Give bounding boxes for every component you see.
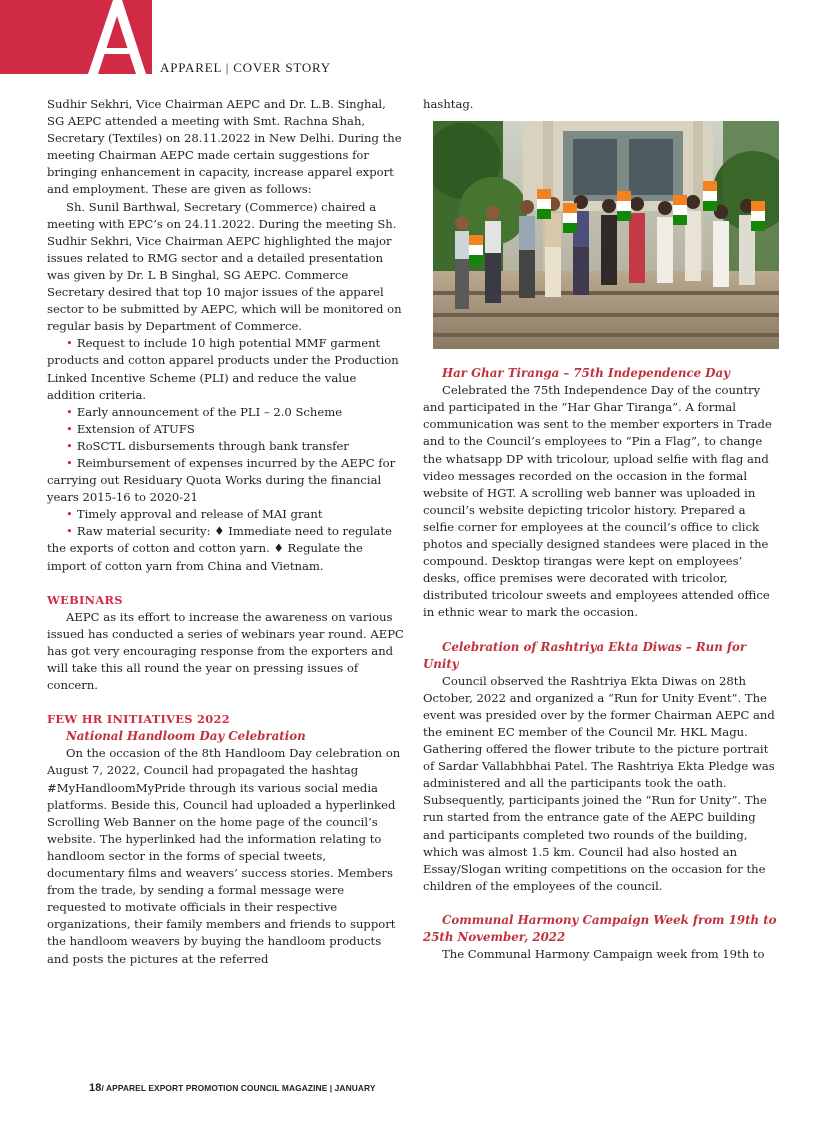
issue-bullet-item: • Reimbursement of expenses incurred by the AEPC for carrying out Residuary Quota Works during the financial years 2015-16 to 2020-21: [47, 455, 404, 506]
intro-paragraph: Sudhir Sekhri, Vice Chairman AEPC and Dr. L.B. Singhal, SG AEPC attended a meeting with Smt. Rachna Shah, Secretary (Textiles) on 28.11.2022 in New Delhi. During the meeting Chairman AEPC made certain suggestions for bringing enhancement in capacity, increase apparel export and employment. These are given as follows:: [47, 97, 402, 197]
magazine-footer-title: / APPAREL EXPORT PROMOTION COUNCIL MAGAZINE | JANUARY: [101, 1083, 376, 1093]
har-ghar-tiranga-subheading: Har Ghar Tiranga – 75th Independence Day: [442, 366, 731, 381]
handloom-day-paragraph: On the occasion of the 8th Handloom Day celebration on August 7, 2022, Council had propagated the hashtag #MyHandloomMyPride through its various social media platforms. Beside this, Council had uploaded a hyperlinked Scrolling Web Banner on the home page of the council’s website. The hyperlinked had the information relating to handloom sector in the forms of special tweets, documentary films and weavers’ success stories. Members from the trade, by sending a formal message were requested to motivate officials in their respective organizations, their family members and friends to support the handloom weavers by buying the handloom products and posts the pictures at the referred: [47, 746, 401, 966]
webinars-paragraph: AEPC as its effort to increase the awareness on various issued has conducted a series of webinars year round. AEPC has got very encouraging response from the exporters and will take this all round the year on pressing issues of concern.: [47, 609, 404, 693]
har-ghar-tiranga-paragraph: Celebrated the 75th Independence Day of the country and participated in the “Har Ghar Tiranga”. A formal communication was sent to the member exporters in Trade and to the Council’s employees to “Pin a Flag”, to change the whatsapp DP with tricolour, upload selfie with flag and video messages recorded on the occasion in the formal website of HGT. A scrolling web banner was uploaded in council’s website depicting tricolor history. Prepared a selfie corner for employees at the council’s office to click photos and specially designed standees were placed in the compound. Desktop tirangas were kept on employees’ desks, office premises were decorated with tricolor, distributed tricolour sweets and employees attended office in ethnic wear to mark the occasion.: [423, 383, 772, 620]
continued-text: hashtag.: [423, 97, 474, 111]
page-number: 18: [89, 1082, 102, 1094]
issue-bullet-item: • Extension of ATUFS: [47, 421, 404, 438]
right-column: [423, 96, 780, 963]
commerce-meeting-paragraph: Sh. Sunil Barthwal, Secretary (Commerce) chaired a meeting with EPC’s on 24.11.2022. During the meeting Sh. Sudhir Sekhri, Vice Chairman AEPC highlighted the major issues related to RMG sector and a detailed presentation was given by Dr. L B Singhal, SG AEPC. Commerce Secretary desired that top 10 major issues of the apparel sector to be submitted by AEPC, which will be monitored on regular basis by Department of Commerce.: [47, 199, 402, 334]
handloom-day-subheading: National Handloom Day Celebration: [66, 729, 306, 744]
page-footer: [89, 1082, 376, 1094]
apparel-letter-a-logo: [0, 0, 152, 74]
ekta-diwas-subheading: Celebration of Rashtriya Ekta Diwas – Run for Unity: [423, 639, 747, 671]
ekta-diwas-paragraph: Council observed the Rashtriya Ekta Diwas on 28th October, 2022 and organized a “Run for Unity Event”. The event was presided over by the former Chairman AEPC and the eminent EC member of the Council Mr. HKL Magu. Gathering offered the flower tribute to the picture portrait of Sardar Vallabhbhai Patel. The Rashtriya Ekta Pledge was administered and all the participants took the oath. Subsequently, participants joined the “Run for Unity”. The run started from the entrance gate of the AEPC building and participants completed two rounds of the building, which was almost 1.5 km. Council had also hosted an Essay/Slogan writing competitions on the occasion for the children of the employees of the council.: [423, 673, 775, 893]
hr-initiatives-heading: FEW HR INITIATIVES 2022: [47, 712, 230, 727]
communal-harmony-paragraph: The Communal Harmony Campaign week from 19th to: [442, 947, 765, 962]
webinars-heading: WEBINARS: [47, 592, 123, 607]
issue-bullet-item: • Early announcement of the PLI – 2.0 Scheme: [47, 404, 404, 421]
independence-day-group-photo: [433, 121, 779, 349]
magazine-logo-block: [0, 0, 152, 74]
communal-harmony-subheading: Communal Harmony Campaign Week from 19th to 25th November, 2022: [423, 912, 777, 944]
group-photo-illustration: [433, 121, 779, 349]
issue-bullet-item: • Raw material security: ♦ Immediate need to regulate the exports of cotton and cotton yarn. ♦ Regulate the import of cotton yarn from China and Vietnam.: [47, 523, 404, 574]
section-header: APPAREL | COVER STORY: [160, 60, 331, 75]
issue-bullet-item: • RoSCTL disbursements through bank transfer: [47, 438, 404, 455]
issue-bullet-item: • Request to include 10 high potential MMF garment products and cotton apparel products under the Production Linked Incentive Scheme (PLI) and reduce the value addition criteria.: [47, 335, 404, 403]
left-column: [47, 96, 404, 968]
issue-bullet-item: • Timely approval and release of MAI grant: [47, 506, 404, 523]
